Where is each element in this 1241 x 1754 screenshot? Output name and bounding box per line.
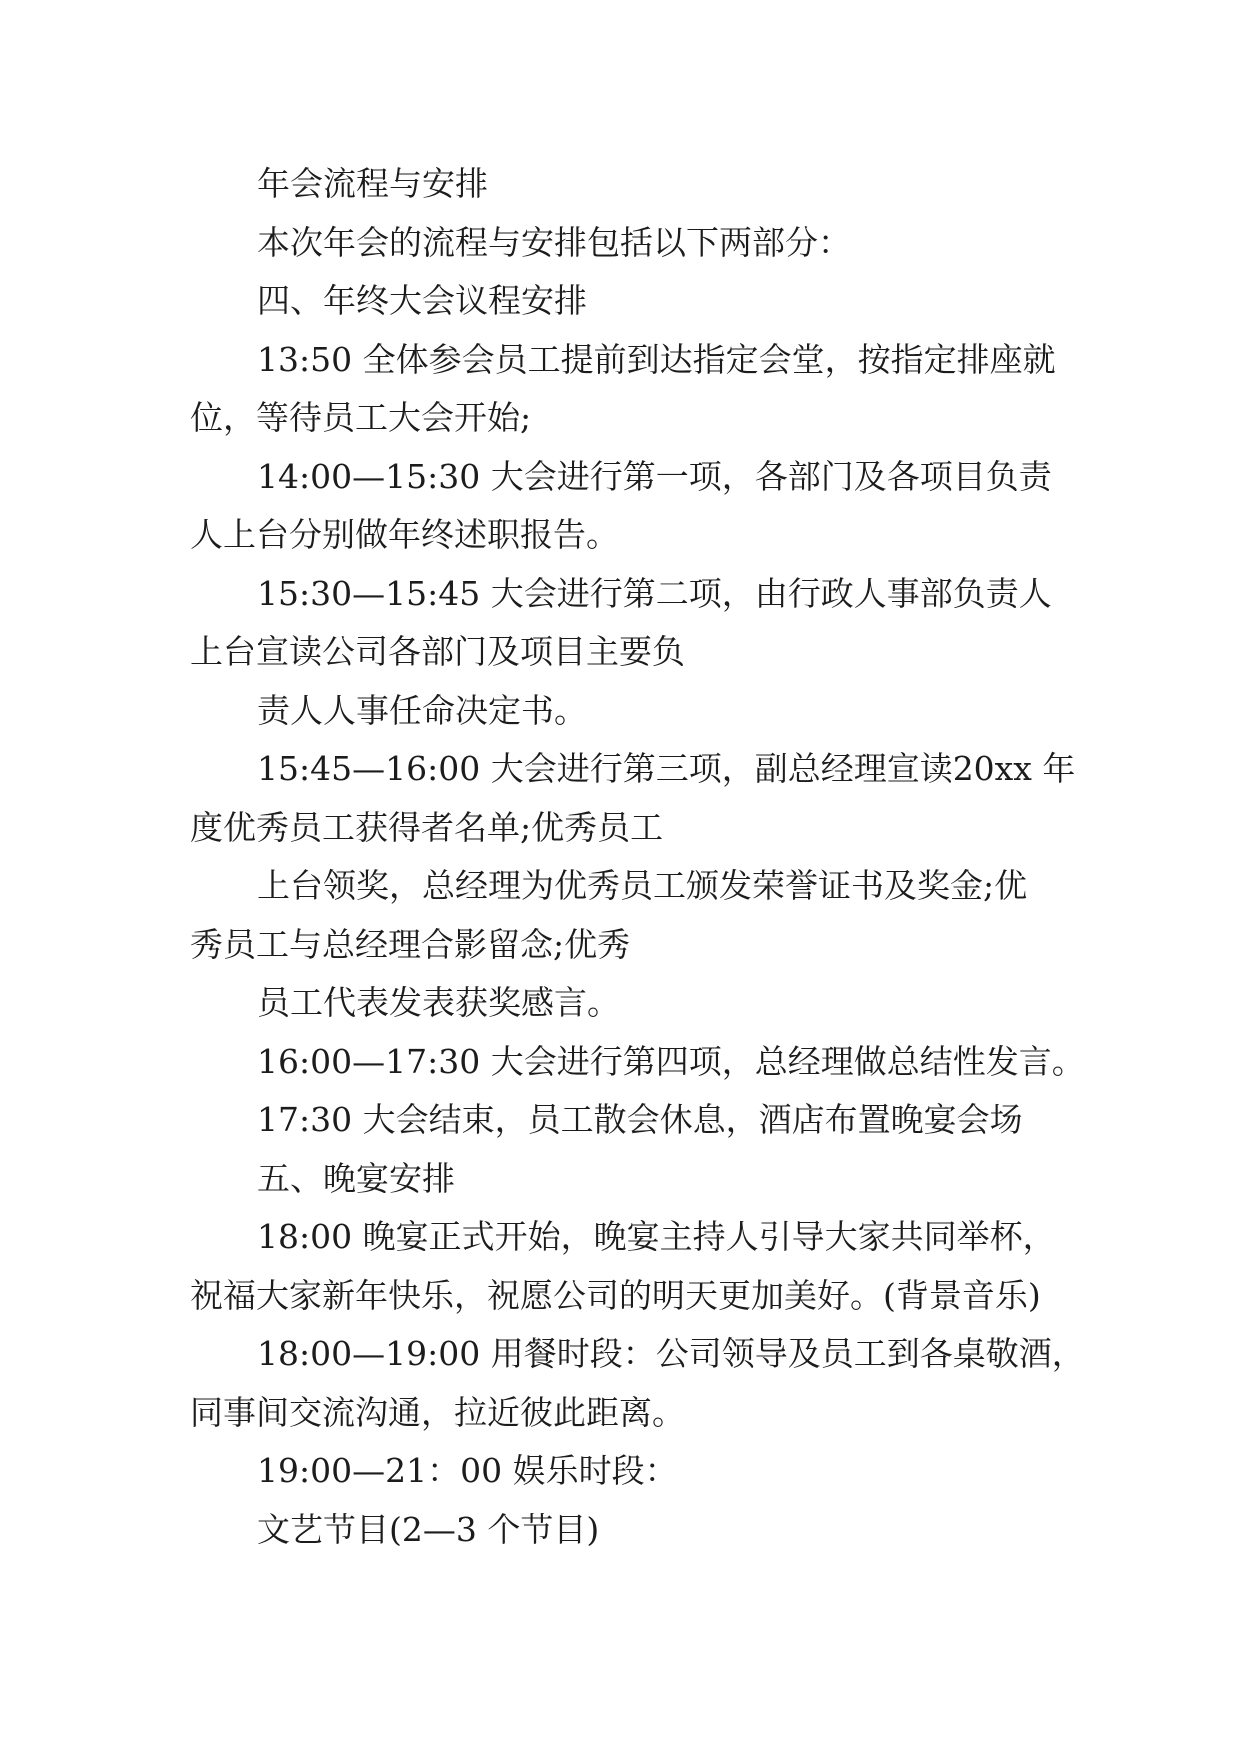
paragraph-line: 同事间交流沟通，拉近彼此距离。 — [190, 1392, 685, 1432]
paragraph — [190, 1325, 1090, 1442]
paragraph-line: 秀员工与总经理合影留念;优秀 — [190, 924, 631, 964]
paragraph — [190, 331, 1090, 448]
paragraph — [190, 682, 1090, 741]
paragraph-line: 年会流程与安排 — [257, 164, 488, 203]
paragraph — [190, 155, 1090, 214]
paragraph-line: 文艺节目(2—3 个节目) — [257, 1509, 600, 1549]
paragraph-line: 17:30 大会结束，员工散会休息，酒店布置晚宴会场 — [257, 1100, 1023, 1139]
paragraph — [190, 1501, 1090, 1560]
paragraph — [190, 1033, 1090, 1092]
paragraph-line: 18:00 晚宴正式开始，晚宴主持人引导大家共同举杯， — [257, 1217, 1056, 1256]
paragraph — [190, 1208, 1090, 1325]
paragraph-line: 责人人事任命决定书。 — [257, 690, 587, 730]
paragraph-line: 祝福大家新年快乐，祝愿公司的明天更加美好。(背景音乐) — [190, 1275, 1041, 1315]
paragraph — [190, 1150, 1090, 1209]
paragraph-line: 五、晚宴安排 — [257, 1158, 455, 1198]
paragraph-line: 本次年会的流程与安排包括以下两部分： — [257, 222, 851, 262]
paragraph — [190, 565, 1090, 682]
document-body — [190, 155, 1090, 1559]
paragraph-line: 上台宣读公司各部门及项目主要负 — [190, 632, 685, 671]
paragraph — [190, 272, 1090, 331]
paragraph-line: 18:00—19:00 用餐时段：公司领导及员工到各桌敬酒， — [257, 1334, 1085, 1373]
paragraph — [190, 740, 1090, 857]
paragraph — [190, 1442, 1090, 1501]
paragraph — [190, 974, 1090, 1033]
paragraph — [190, 1091, 1090, 1150]
paragraph — [190, 214, 1090, 273]
paragraph-line: 四、年终大会议程安排 — [257, 281, 587, 320]
paragraph-line: 度优秀员工获得者名单;优秀员工 — [190, 807, 664, 847]
paragraph-line: 员工代表发表获奖感言。 — [257, 983, 620, 1022]
paragraph-line: 15:30—15:45 大会进行第二项，由行政人事部负责人 — [257, 573, 1052, 613]
paragraph — [190, 857, 1090, 974]
paragraph-line: 人上台分别做年终述职报告。 — [190, 515, 619, 554]
paragraph-line: 19:00—21：00 娱乐时段： — [257, 1451, 678, 1490]
paragraph-line: 14:00—15:30 大会进行第一项，各部门及各项目负责 — [257, 456, 1052, 496]
paragraph-line: 15:45—16:00 大会进行第三项，副总经理宣读20xx 年 — [257, 749, 1076, 788]
paragraph — [190, 448, 1090, 565]
paragraph-line: 上台领奖，总经理为优秀员工颁发荣誉证书及奖金;优 — [257, 866, 1028, 905]
paragraph-line: 13:50 全体参会员工提前到达指定会堂，按指定排座就 — [257, 339, 1056, 379]
paragraph-line: 16:00—17:30 大会进行第四项，总经理做总结性发言。 — [257, 1041, 1085, 1081]
paragraph-line: 位，等待员工大会开始; — [190, 398, 532, 437]
